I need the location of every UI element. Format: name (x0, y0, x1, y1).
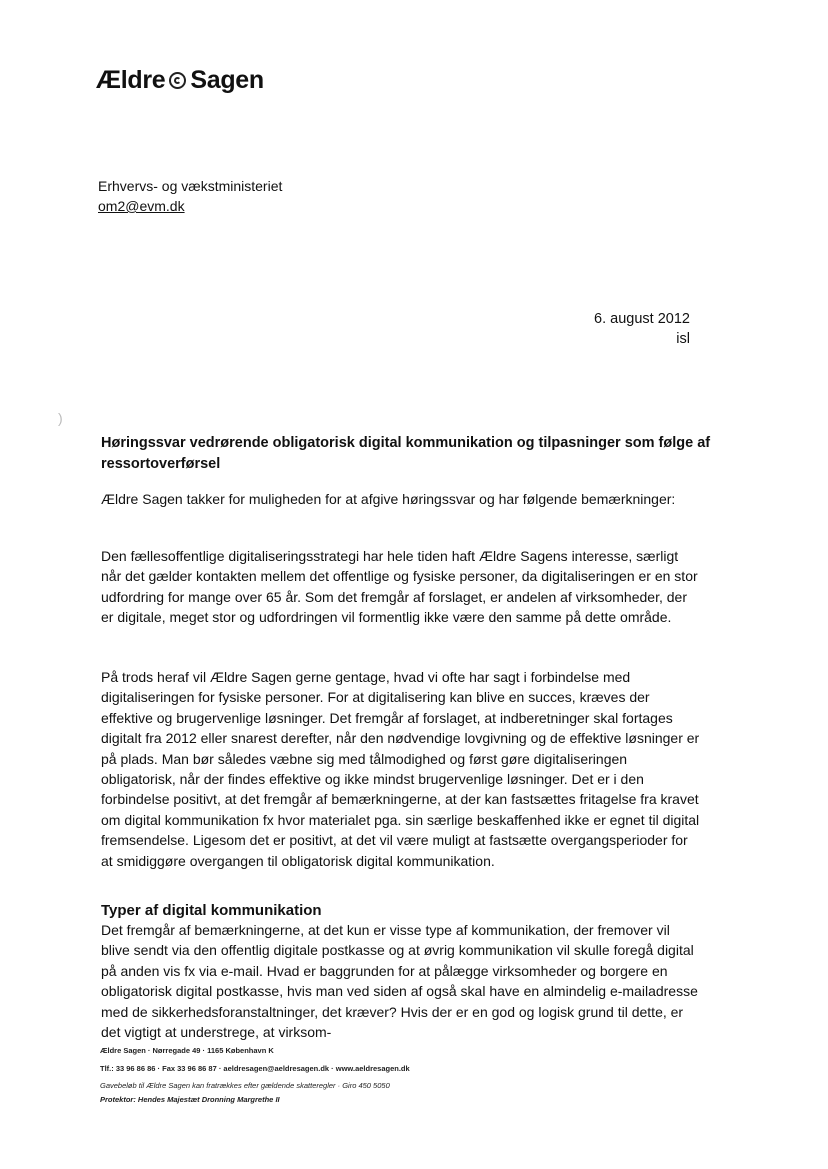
letter-subject: Høringssvar vedrørende obligatorisk digital kommunikation og tilpasninger som følge af ressortoverførsel (101, 435, 711, 472)
author-initials: isl (676, 331, 690, 347)
margin-mark: ) (58, 410, 63, 426)
footer-contact: Tlf.: 33 96 86 86 · Fax 33 96 86 87 · aeldresagen@aeldresagen.dk · www.aeldresagen.dk (100, 1064, 410, 1073)
logo-text-right: Sagen (190, 66, 264, 94)
organization-logo (96, 66, 264, 95)
footer-tax-note: Gavebeløb til Ældre Sagen kan fratrækkes efter gældende skatteregler · Giro 450 5050 (100, 1081, 390, 1090)
recipient-email-link[interactable]: om2@evm.dk (98, 198, 185, 214)
section-heading: Typer af digital kommunikation (101, 902, 322, 919)
paragraph-communication-types: Det fremgår af bemærkningerne, at det kun er visse type af kommunikation, der fremover vil blive sendt via den offentlig digitale postkasse og at øvrig kommunikation vil skulle foregå digital på anden vis fx via e-mail. Hvad er baggrunden for at pålægge virksomheder og borgere en obligatorisk digital postkasse, hvis man ved siden af også skal have en almindelig e-mailadresse med de sikkerhedsforanstaltninger, det kræver? Hvis der er en god og logisk grund til dette, er det vigtigt at understrege, at virksom- (101, 922, 698, 1041)
paragraph-strategy: Den fællesoffentlige digitaliseringsstrategi har hele tiden haft Ældre Sagens interesse, særligt når det gælder kontakten mellem det offentlige og fysiske personer, da digitaliseringen er en stor udfordring for mange over 65 år. Som det fremgår af forslaget, er andelen af virksomheder, der er digitale, meget stor og udfordringen vil formentlig ikke være den samme på dette område. (101, 548, 698, 626)
logo-emblem-icon (169, 72, 186, 89)
recipient-name: Erhvervs- og vækstministeriet (98, 178, 283, 194)
date-block (594, 309, 690, 349)
logo-text-left: Ældre (96, 66, 166, 94)
footer-address: Ældre Sagen · Nørregade 49 · 1165 København K (100, 1046, 274, 1055)
recipient-block (98, 176, 282, 216)
paragraph-intro: Ældre Sagen takker for muligheden for at afgive høringssvar og har følgende bemærkninger: (101, 491, 676, 507)
paragraph-solutions: På trods heraf vil Ældre Sagen gerne gentage, hvad vi ofte har sagt i forbindelse med digitaliseringen for fysiske personer. For at digitalisering kan blive en succes, kræves der effektive og brugervenlige løsninger. Det fremgår af forslaget, at indberetninger skal fortages digitalt fra 2012 eller snarest derefter, når den nødvendige lovgivning og de effektive løsninger er på plads. Man bør således væbne sig med tålmodighed og først gøre digitaliseringen obligatorisk, når der findes effektive og ikke mindst brugervenlige løsninger. Det er i den forbindelse positivt, at det fremgår af bemærkningerne, at der kan fastsættes fritagelse fra kravet om digital kommunikation fx hvor materialet pga. sin særlige beskaffenhed ikke er egnet til digital fremsendelse. Ligesom det er positivt, at det vil være muligt at fastsætte overgangsperioder for at smidiggøre overgangen til obligatorisk digital kommunikation. (101, 669, 700, 869)
letter-date: 6. august 2012 (594, 311, 690, 327)
footer-patron: Protektor: Hendes Majestæt Dronning Margrethe II (100, 1095, 280, 1104)
